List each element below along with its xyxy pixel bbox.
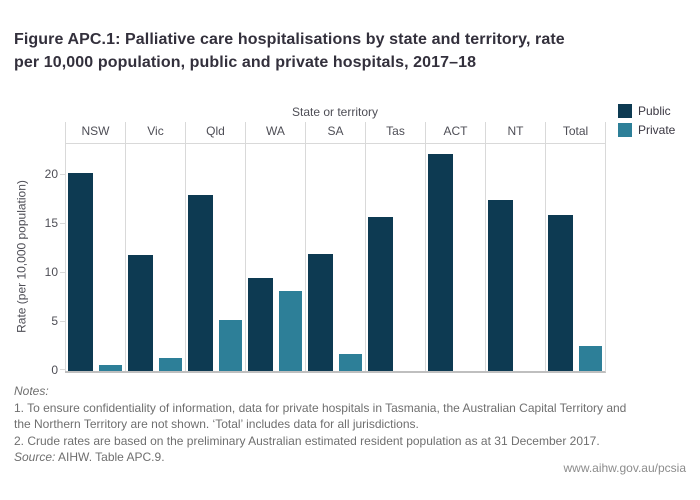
plot-cell-total [545,144,605,371]
notes-block [14,383,690,466]
x-axis-title: State or territory [291,105,379,119]
source-label: Source: [14,450,56,464]
bar-public-sa[interactable] [308,254,333,371]
plot-cell-nt [485,144,545,371]
bar-public-tas[interactable] [368,217,393,371]
column-header-tas: Tas [365,122,425,143]
column-header-qld: Qld [185,122,245,143]
y-tick-label-10: 10 [44,265,58,280]
plot-cell-vic [125,144,185,371]
figure-title-line2: per 10,000 population, public and private hospitals, 2017–18 [14,54,477,71]
bar-private-nsw[interactable] [99,365,122,371]
bar-public-total[interactable] [548,215,573,371]
bar-public-wa[interactable] [248,278,273,371]
legend-swatch-private [618,123,632,137]
plot-pane [65,143,606,373]
legend-item-private[interactable] [618,121,675,139]
column-header-sa: SA [305,122,365,143]
y-tick-label-15: 15 [44,216,58,231]
bar-private-total[interactable] [579,346,602,371]
column-header-nsw: NSW [65,122,125,143]
footer-url[interactable]: www.aihw.gov.au/pcsia [563,461,686,475]
y-tick-mark-10 [60,272,65,273]
bar-private-vic[interactable] [159,358,182,371]
plot-cell-tas [365,144,425,371]
legend-label-public: Public [638,104,671,118]
column-headers [65,122,606,143]
y-tick-label-0: 0 [51,363,58,377]
y-axis-title: Rate (per 10,000 population) [14,180,29,333]
note-line: 1. To ensure confidentiality of information, data for private hospitals in Tasmania, the Australian Capital Territory and [14,400,627,415]
plot-cell-nsw [65,144,125,371]
column-header-wa: WA [245,122,305,143]
bar-public-qld[interactable] [188,195,213,371]
y-tick-label-20: 20 [44,167,58,182]
bar-public-nsw[interactable] [68,173,93,371]
notes-label: Notes: [14,384,49,398]
legend [618,102,675,140]
column-header-act: ACT [425,122,485,143]
column-header-total: Total [545,122,605,143]
column-header-vic: Vic [125,122,185,143]
figure-title-line1: Figure APC.1: Palliative care hospitalisations by state and territory, rate [14,31,565,48]
plot-cell-wa [245,144,305,371]
source-text: AIHW. Table APC.9. [55,450,165,464]
plot-cell-qld [185,144,245,371]
note-line: the Northern Territory are not shown. ‘Total’ includes data for all jurisdictions. [14,417,419,431]
plot-cell-sa [305,144,365,371]
y-tick-mark-20 [60,174,65,175]
column-header-nt: NT [485,122,545,143]
figure-title [14,28,686,74]
bar-public-nt[interactable] [488,200,513,371]
bar-public-vic[interactable] [128,255,153,371]
y-tick-mark-15 [60,223,65,224]
legend-swatch-public [618,104,632,118]
plot-cell-act [425,144,485,371]
y-tick-mark-5 [60,321,65,322]
bar-private-sa[interactable] [339,354,362,371]
legend-label-private: Private [638,123,676,137]
y-tick-label-5: 5 [51,314,58,329]
bar-private-wa[interactable] [279,291,302,371]
legend-item-public[interactable] [618,102,675,120]
y-tick-mark-0 [60,369,65,370]
bar-private-qld[interactable] [219,320,242,371]
note-line: 2. Crude rates are based on the preliminary Australian estimated resident population as at 31 December 2017. [14,433,600,448]
bar-public-act[interactable] [428,154,453,371]
